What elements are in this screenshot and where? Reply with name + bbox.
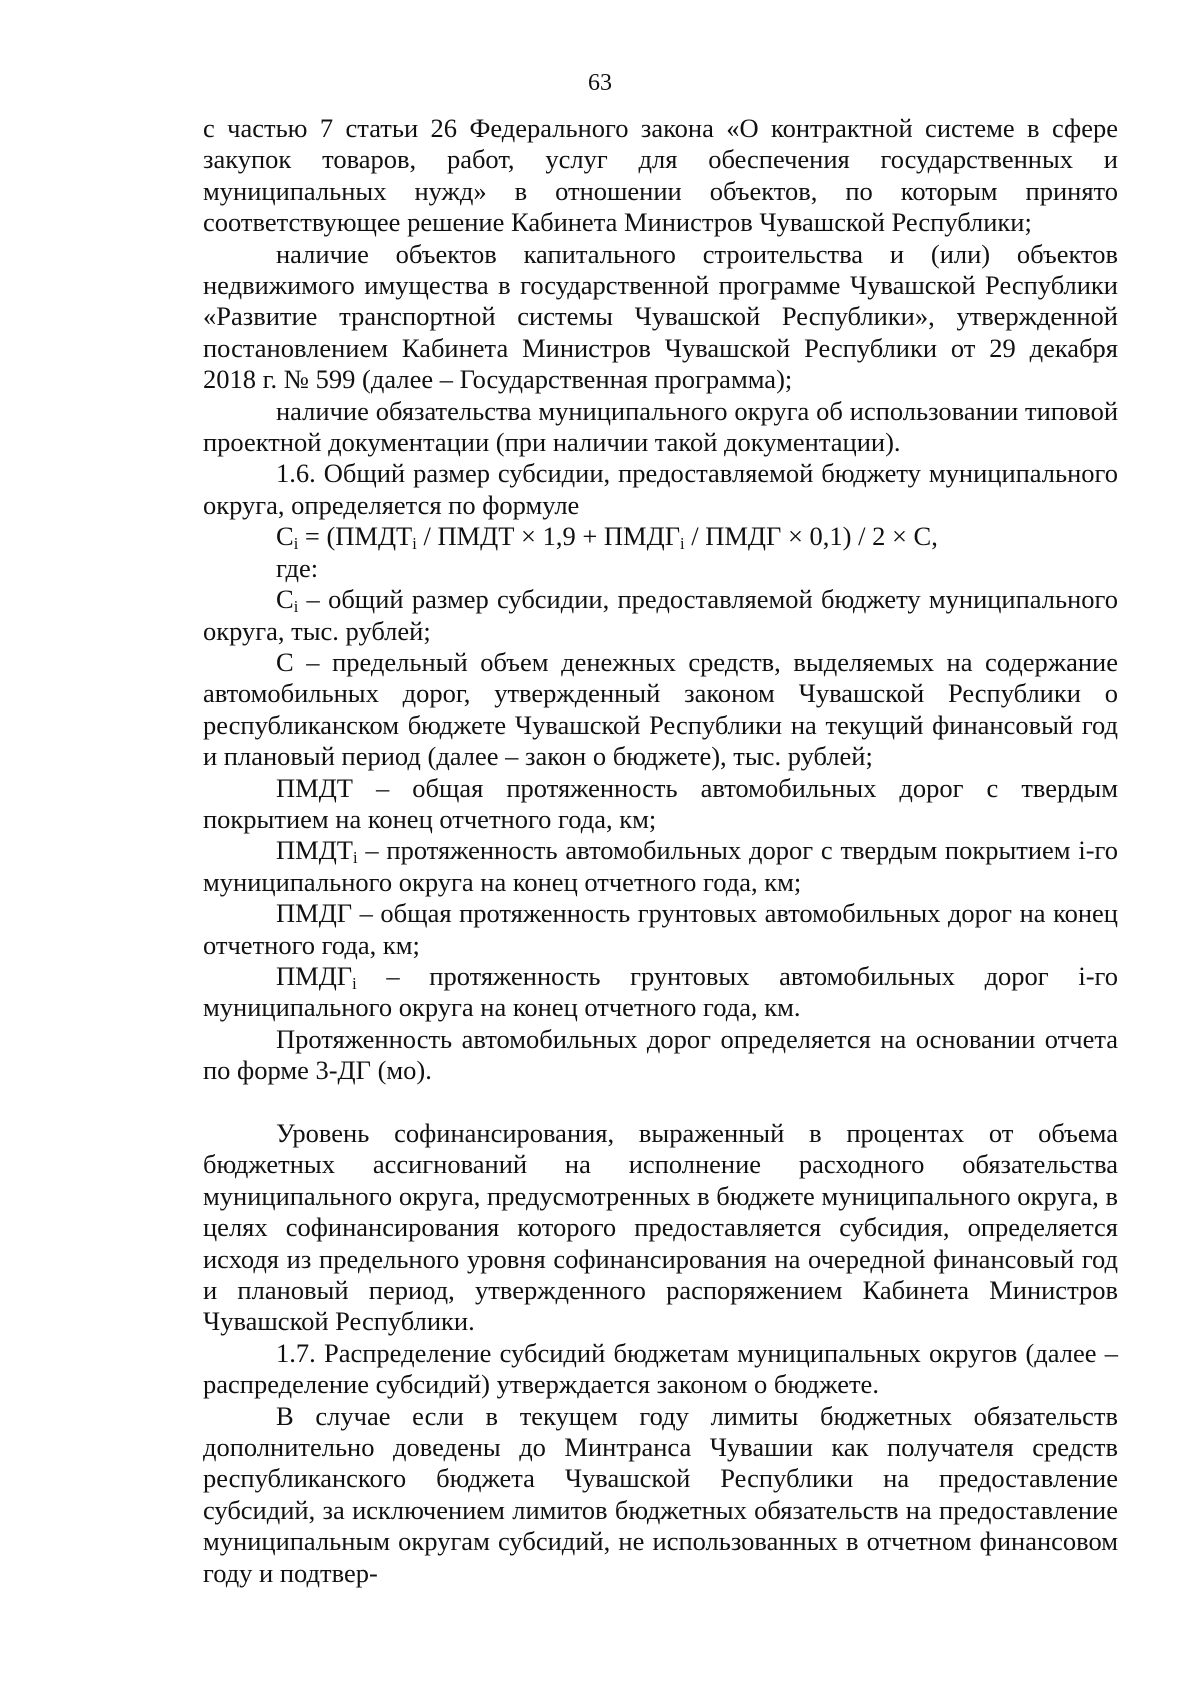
subsidy-formula: [203, 521, 1118, 552]
paragraph-1-7: 1.7. Распределение субсидий бюджетам муниципальных округов (далее – распределение субсидий) утверждается законом о бюджете.: [203, 1337, 1118, 1400]
formula-part: = (ПМДТ: [298, 521, 413, 552]
paragraph-cofinancing: Уровень софинансирования, выраженный в процентах от объема бюджетных ассигнований на исполнение расходного обязательства муниципального округа, предусмотренных в бюджете муниципального округа, в целях софинансирования которого предоставляется субсидия, определяется исходя из предельного уровня софинансирования на очередной финансовый год и плановый период, утвержденного распоряжением Кабинета Министров Чувашской Республики.: [203, 1117, 1118, 1337]
definition-text: – протяженность грунтовых автомобильных дорог i-го муниципального округа на конец отчетного года, км.: [203, 960, 1118, 1023]
formula-c: C: [276, 521, 294, 552]
formula-sub: i: [680, 534, 685, 554]
symbol: ПМДГ: [276, 960, 353, 991]
formula-sub: i: [412, 534, 417, 554]
paragraph-continuation: с частью 7 статьи 26 Федерального закона «О контрактной системе в сфере закупок товаров, работ, услуг для обеспечения государственных и муниципальных нужд» в отношении объектов, по которым принято соответствующее решение Кабинета Министров Чувашской Республики;: [203, 113, 1118, 238]
definition-ci: [203, 584, 1118, 647]
definition-c: C – предельный объем денежных средств, выделяемых на содержание автомобильных дорог, утвержденный законом Чувашской Республики о республиканском бюджете Чувашской Республики на текущий финансовый год и плановый период (далее – закон о бюджете), тыс. рублей;: [203, 646, 1118, 772]
symbol: ПМДТ: [276, 835, 353, 866]
page-number: 63: [588, 70, 612, 96]
symbol-sub: i: [352, 974, 357, 994]
definition-pmdti: [203, 835, 1118, 898]
paragraph-limits: В случае если в текущем году лимиты бюджетных обязательств дополнительно доведены до Минтранса Чувашии как получателя средств республиканского бюджета Чувашской Республики на предоставление субсидий, за исключением лимитов бюджетных обязательств на предоставление муниципальным округам субсидий, не использованных в отчетном финансовом году и подтвер-: [203, 1400, 1118, 1588]
paragraph-program: наличие объектов капитального строительства и (или) объектов недвижимого имущества в государственной программе Чувашской Республики «Развитие транспортной системы Чувашской Республики», утвержденной постановлением Кабинета Министров Чувашской Республики от 29 декабря 2018 г. № 599 (далее – Государственная программа);: [203, 238, 1118, 395]
formula-part: / ПМДТ × 1,9 + ПМДГ: [416, 521, 681, 552]
symbol-sub: i: [352, 848, 358, 868]
formula-sub: i: [293, 534, 299, 554]
formula-part: / ПМДГ × 0,1) / 2 × C,: [684, 521, 938, 552]
definition-pmdg: ПМДГ – общая протяженность грунтовых автомобильных дорог на конец отчетного года, км;: [203, 898, 1118, 960]
symbol: C: [276, 584, 294, 615]
definition-pmdgi: [203, 961, 1118, 1024]
document-body: [203, 113, 1118, 1589]
paragraph-length: Протяженность автомобильных дорог определяется на основании отчета по форме 3-ДГ (мо).: [203, 1023, 1118, 1086]
paragraph-1-6: 1.6. Общий размер субсидии, предоставляемой бюджету муниципального округа, определяется по формуле: [203, 458, 1118, 520]
where-label: где:: [276, 552, 319, 583]
definition-pmdt: ПМДТ – общая протяженность автомобильных дорог с твердым покрытием на конец отчетного года, км;: [203, 772, 1118, 834]
symbol-sub: i: [293, 597, 299, 617]
definition-text: – протяженность автомобильных дорог с твердым покрытием i-го муниципального округа на конец отчетного года, км;: [203, 835, 1118, 897]
spacer: [203, 1087, 1118, 1118]
definition-text: – общий размер субсидии, предоставляемой бюджету муниципального округа, тыс. рублей;: [203, 584, 1118, 646]
paragraph-obligation: наличие обязательства муниципального округа об использовании типовой проектной документации (при наличии такой документации).: [203, 395, 1118, 458]
